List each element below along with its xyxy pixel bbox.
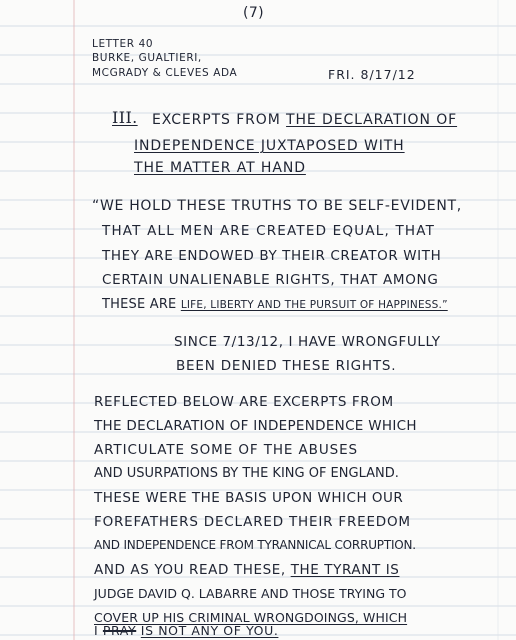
paragraph-line-4: AND USURPATIONS BY THE KING OF ENGLAND. bbox=[94, 466, 399, 481]
paragraph-line-7: AND INDEPENDENCE FROM TYRANNICAL CORRUPTION. bbox=[94, 538, 416, 552]
paragraph-line-11 bbox=[94, 623, 278, 638]
paragraph-line-11-a: I bbox=[94, 623, 99, 638]
paragraph-line-10-a: COVER UP HIS CRIMINAL WRONGDOINGS, WHICH bbox=[94, 610, 408, 625]
letter-date: FRI. 8/17/12 bbox=[328, 67, 416, 82]
quote-line-5 bbox=[102, 297, 448, 312]
section-title-line-2: INDEPENDENCE JUXTAPOSED WITH bbox=[134, 138, 405, 154]
tyrant-phrase: THE TYRANT IS bbox=[290, 562, 400, 578]
quote-rights-underlined: LIFE, LIBERTY AND THE PURSUIT OF HAPPINESS.” bbox=[180, 299, 448, 311]
quote-line-2: THAT ALL MEN ARE CREATED EQUAL, THAT bbox=[102, 223, 436, 239]
quote-line-5-a: THESE ARE bbox=[102, 297, 177, 312]
paragraph-line-9: JUDGE DAVID Q. LABARRE AND THOSE TRYING TO bbox=[94, 586, 407, 601]
section-title-line-3: THE MATTER AT HAND bbox=[134, 160, 306, 176]
quote-line-3: THEY ARE ENDOWED BY THEIR CREATOR WITH bbox=[102, 248, 442, 264]
paragraph-line-11-c: IS NOT ANY OF YOU. bbox=[140, 623, 279, 638]
section-title-part-b: THE DECLARATION OF bbox=[286, 112, 458, 128]
page-number: (7) bbox=[243, 5, 265, 21]
quote-line-1: “WE HOLD THESE TRUTHS TO BE SELF-EVIDENT, bbox=[92, 198, 462, 214]
paragraph-line-3: ARTICULATE SOME OF THE ABUSES bbox=[94, 442, 358, 458]
quote-line-4: CERTAIN UNALIENABLE RIGHTS, THAT AMONG bbox=[102, 272, 439, 288]
paragraph-line-8-a: AND AS YOU READ THESE, bbox=[94, 562, 286, 578]
paragraph-line-5: THESE WERE THE BASIS UPON WHICH OUR bbox=[94, 490, 404, 506]
section-title-part-a: EXCERPTS FROM bbox=[152, 112, 281, 128]
paragraph-line-2: THE DECLARATION OF INDEPENDENCE WHICH bbox=[94, 418, 417, 434]
paragraph-line-8 bbox=[94, 562, 399, 578]
paragraph-line-1: REFLECTED BELOW ARE EXCERPTS FROM bbox=[94, 394, 394, 410]
address-line-1: LETTER 40 bbox=[92, 38, 154, 50]
section-numeral: III. bbox=[112, 108, 138, 127]
statement-line-1: SINCE 7/13/12, I HAVE WRONGFULLY bbox=[174, 334, 441, 350]
address-line-2: BURKE, GUALTIERI, bbox=[92, 52, 202, 64]
paragraph-line-6: FOREFATHERS DECLARED THEIR FREEDOM bbox=[94, 514, 411, 530]
address-line-3: MCGRADY & CLEVES ADA bbox=[92, 67, 238, 79]
pray-crossed-out: PRAY bbox=[102, 623, 137, 638]
section-title-line-1 bbox=[152, 112, 457, 128]
statement-line-2: BEEN DENIED THESE RIGHTS. bbox=[176, 358, 397, 374]
